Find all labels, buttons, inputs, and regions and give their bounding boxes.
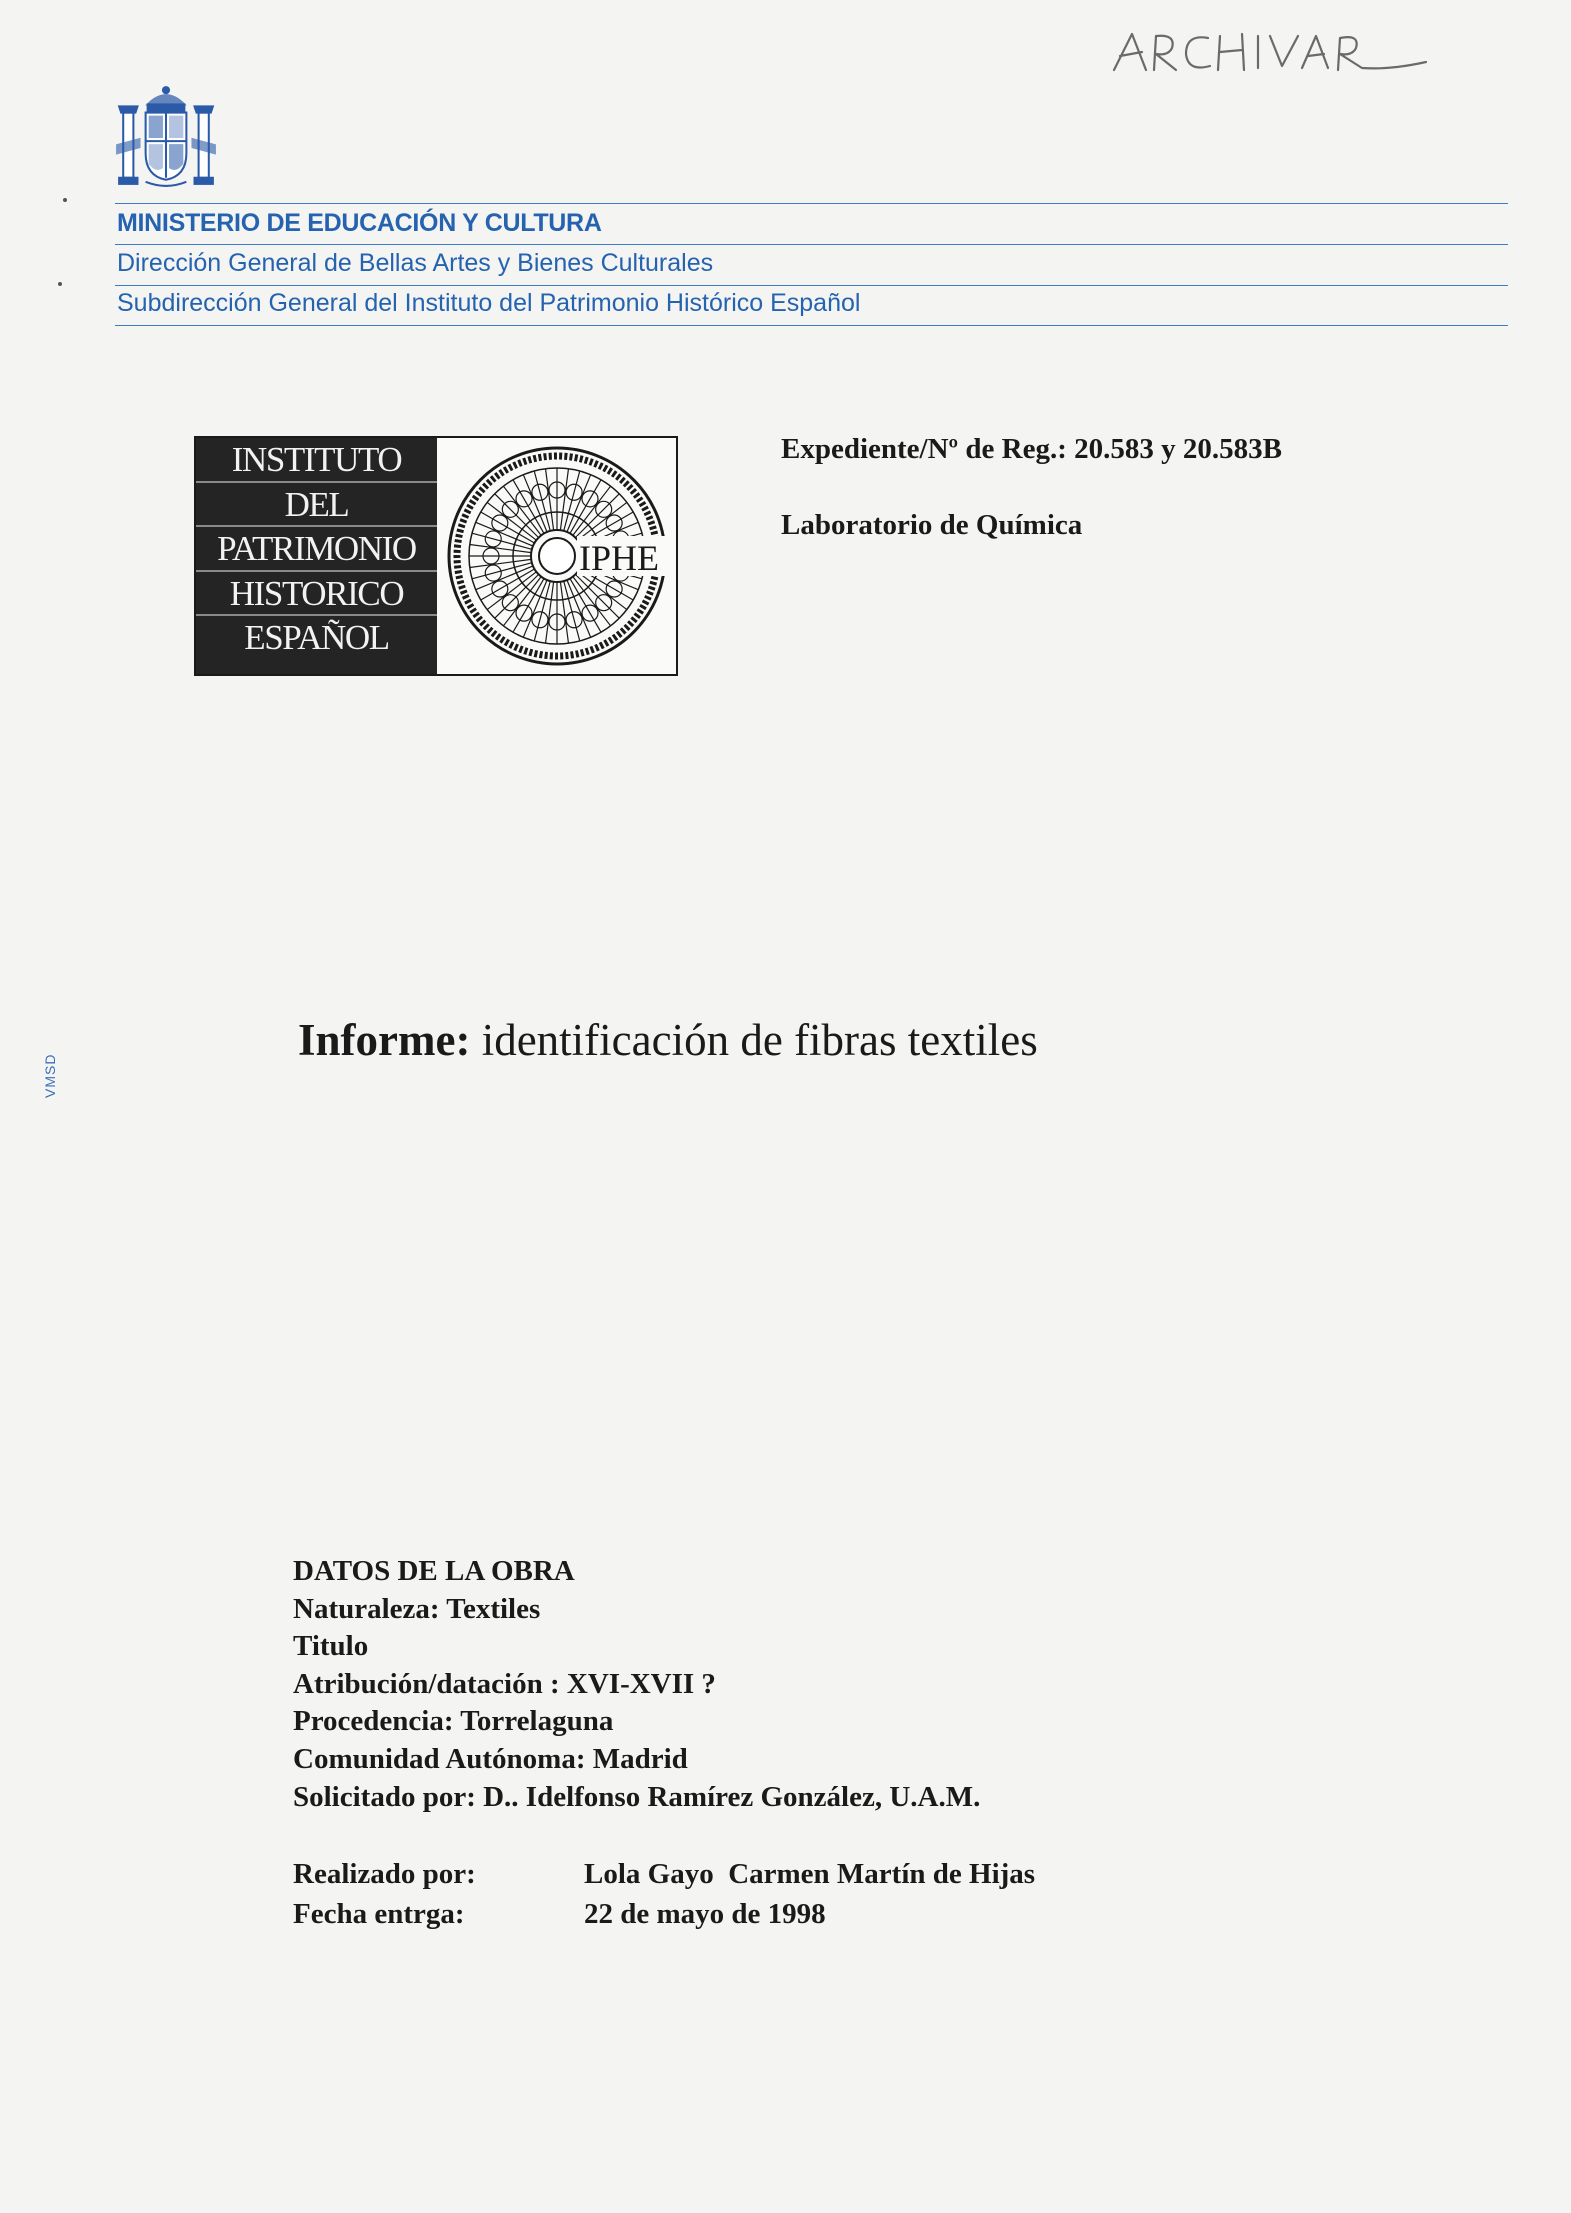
directorate-name: Dirección General de Bellas Artes y Bienes Culturales xyxy=(117,249,714,277)
side-stamp: VMSD xyxy=(42,1053,58,1098)
realizado-label: Realizado por: xyxy=(293,1858,476,1890)
logo-line: DEL xyxy=(196,483,437,528)
logo-line: ESPAÑOL xyxy=(244,618,389,658)
expediente-label: Expediente/Nº de Reg.: xyxy=(781,433,1067,465)
report-title xyxy=(298,1014,1038,1066)
logo-line: HISTORICO xyxy=(196,572,437,617)
work-nature: Naturaleza: Textiles xyxy=(293,1592,541,1625)
work-requester: Solicitado por: D.. Idelfonso Ramírez González, U.A.M. xyxy=(293,1780,981,1813)
work-dating: Atribución/datación : XVI-XVII ? xyxy=(293,1667,716,1700)
report-title-label: Informe: xyxy=(298,1015,471,1065)
work-provenance: Procedencia: Torrelaguna xyxy=(293,1705,614,1738)
spain-coat-of-arms-icon xyxy=(115,82,217,190)
report-credits xyxy=(293,1854,1036,1934)
fecha-value: 22 de mayo de 1998 xyxy=(584,1898,826,1930)
expediente-line xyxy=(781,433,1282,466)
logo-acronym: IPHE xyxy=(579,538,659,578)
laboratory-name: Laboratorio de Química xyxy=(781,509,1083,541)
logo-line: PATRIMONIO xyxy=(196,527,437,572)
scan-speck xyxy=(58,282,62,286)
iphe-logo-wordmark xyxy=(196,438,437,674)
realizado-value: Lola Gayo Carmen Martín de Hijas xyxy=(584,1858,1036,1890)
iphe-logo xyxy=(194,436,678,676)
handwritten-annotation xyxy=(1110,22,1430,82)
ministry-name: MINISTERIO DE EDUCACIÓN Y CULTURA xyxy=(117,209,602,237)
report-title-text: identificación de fibras textiles xyxy=(481,1015,1038,1065)
expediente-value: 20.583 y 20.583B xyxy=(1074,433,1282,465)
header-rule xyxy=(115,325,1508,326)
logo-line: INSTITUTO xyxy=(196,438,437,483)
rose-window-emblem-icon xyxy=(439,438,676,674)
fecha-label: Fecha entrga: xyxy=(293,1898,465,1930)
credits-row xyxy=(293,1854,1036,1894)
work-details-heading: DATOS DE LA OBRA xyxy=(293,1555,575,1587)
header-rule xyxy=(115,203,1508,204)
header-rule xyxy=(115,285,1508,286)
work-details xyxy=(293,1553,980,1816)
scan-speck xyxy=(63,198,67,202)
header-rule xyxy=(115,244,1508,245)
subdirectorate-name: Subdirección General del Instituto del Patrimonio Histórico Español xyxy=(117,289,861,317)
work-region: Comunidad Autónoma: Madrid xyxy=(293,1742,688,1775)
credits-row xyxy=(293,1894,826,1934)
work-title: Titulo xyxy=(293,1630,369,1663)
